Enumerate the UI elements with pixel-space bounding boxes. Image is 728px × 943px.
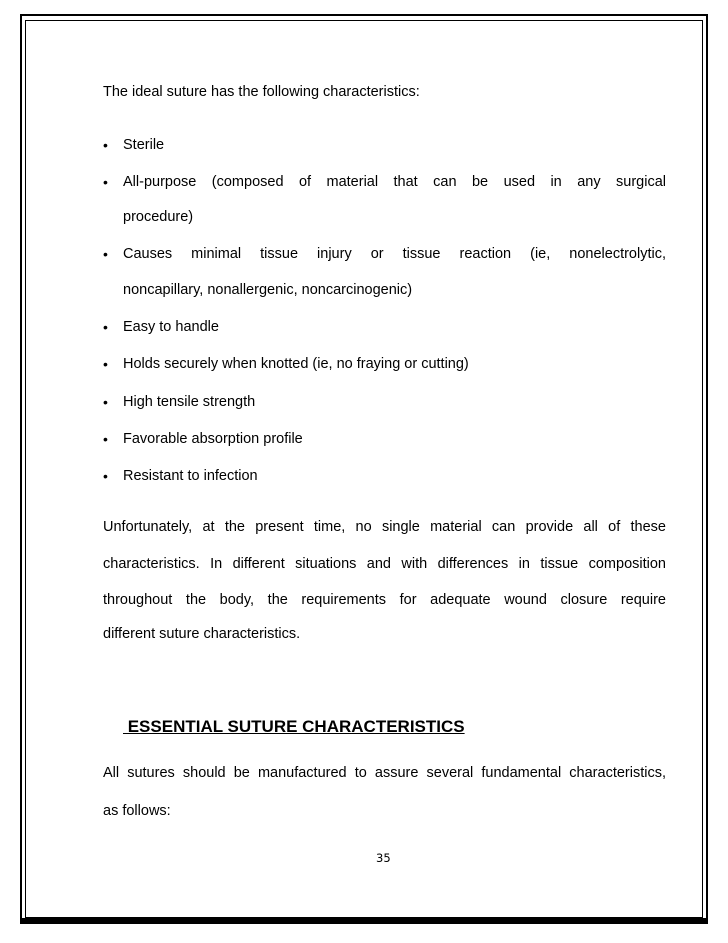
bullet-icon: •: [103, 246, 108, 262]
bullet-icon: •: [103, 174, 108, 190]
list-item-text: Favorable absorption profile: [123, 431, 303, 447]
bullet-icon: •: [103, 319, 108, 335]
page-number: 35: [376, 851, 391, 865]
bullet-icon: •: [103, 468, 108, 484]
list-item-text: Resistant to infection: [123, 468, 258, 484]
page-border-bottom: [20, 918, 708, 924]
bullet-icon: •: [103, 431, 108, 447]
closing-line: All sutures should be manufactured to assure several fundamental characteristics,: [103, 765, 666, 781]
list-item-text: Causes minimal tissue injury or tissue reaction (ie, nonelectrolytic,: [123, 246, 666, 262]
closing-line: as follows:: [103, 803, 171, 819]
list-item-text: Sterile: [123, 137, 165, 153]
section-heading: ESSENTIAL SUTURE CHARACTERISTICS: [123, 717, 465, 736]
paragraph-line: Unfortunately, at the present time, no single material can provide all of these: [103, 519, 666, 535]
intro-text: The ideal suture has the following characteristics:: [103, 84, 420, 100]
list-item-text: Easy to handle: [123, 319, 219, 335]
paragraph-line: characteristics. In different situations and with differences in tissue composition: [103, 556, 666, 572]
bullet-icon: •: [103, 394, 108, 410]
list-item-text: All-purpose (composed of material that can be used in any surgical: [123, 174, 666, 190]
paragraph-line: different suture characteristics.: [103, 626, 301, 642]
paragraph-line: throughout the body, the requirements for adequate wound closure require: [103, 592, 666, 608]
list-item-text: High tensile strength: [123, 394, 256, 410]
list-item-text: noncapillary, nonallergenic, noncarcinogenic): [123, 282, 413, 298]
bullet-icon: •: [103, 356, 108, 372]
list-item-text: Holds securely when knotted (ie, no fraying or cutting): [123, 356, 469, 372]
bullet-icon: •: [103, 137, 108, 153]
list-item-text: procedure): [123, 209, 194, 225]
